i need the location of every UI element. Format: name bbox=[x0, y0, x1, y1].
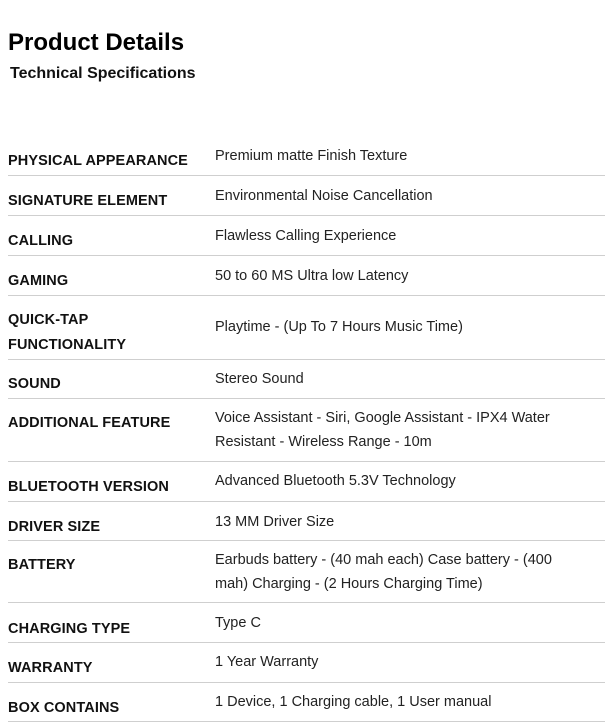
spec-label: SIGNATURE ELEMENT bbox=[8, 193, 168, 209]
spec-row-physical-appearance bbox=[8, 136, 605, 176]
spec-label: CALLING bbox=[8, 233, 74, 249]
spec-value: 1 Device, 1 Charging cable, 1 User manual bbox=[215, 694, 492, 710]
spec-label: GAMING bbox=[8, 273, 69, 289]
spec-value: Playtime - (Up To 7 Hours Music Time) bbox=[215, 319, 463, 335]
spec-row-gaming bbox=[8, 256, 605, 296]
spec-value: Flawless Calling Experience bbox=[215, 228, 397, 244]
spec-value: Earbuds battery - (40 mah each) Case battery - (400 mah) Charging - (2 Hours Charging Time) bbox=[215, 552, 552, 592]
spec-row-sound bbox=[8, 360, 605, 399]
spec-label: BATTERY bbox=[8, 557, 76, 573]
spec-label: SOUND bbox=[8, 376, 61, 392]
spec-table bbox=[8, 136, 605, 722]
spec-value: Type C bbox=[215, 615, 261, 631]
page-subtitle: Technical Specifications bbox=[10, 65, 196, 82]
spec-label: BOX CONTAINS bbox=[8, 700, 120, 716]
spec-row-quick-tap-functionality bbox=[8, 296, 605, 360]
spec-value: Advanced Bluetooth 5.3V Technology bbox=[215, 473, 456, 489]
spec-label: DRIVER SIZE bbox=[8, 519, 101, 535]
spec-row-driver-size bbox=[8, 502, 605, 541]
spec-value: Environmental Noise Cancellation bbox=[215, 188, 433, 204]
spec-value: 13 MM Driver Size bbox=[215, 514, 335, 530]
spec-label: CHARGING TYPE bbox=[8, 621, 131, 637]
spec-value: 1 Year Warranty bbox=[215, 654, 319, 670]
spec-label: BLUETOOTH VERSION bbox=[8, 479, 169, 495]
spec-label: QUICK-TAP FUNCTIONALITY bbox=[8, 312, 127, 353]
spec-row-warranty bbox=[8, 643, 605, 683]
spec-row-signature-element bbox=[8, 176, 605, 216]
page-title: Product Details bbox=[8, 29, 185, 56]
spec-label: WARRANTY bbox=[8, 660, 93, 676]
spec-value: Voice Assistant - Siri, Google Assistant - IPX4 Water Resistant - Wireless Range - 10m bbox=[215, 410, 550, 450]
spec-row-additional-feature bbox=[8, 399, 605, 462]
spec-value: Premium matte Finish Texture bbox=[215, 148, 408, 164]
spec-value: 50 to 60 MS Ultra low Latency bbox=[215, 268, 409, 284]
spec-row-bluetooth-version bbox=[8, 462, 605, 502]
spec-value: Stereo Sound bbox=[215, 371, 304, 387]
spec-row-charging-type bbox=[8, 603, 605, 643]
spec-label: PHYSICAL APPEARANCE bbox=[8, 153, 188, 169]
spec-row-battery bbox=[8, 541, 605, 603]
spec-row-box-contains bbox=[8, 683, 605, 722]
spec-row-calling bbox=[8, 216, 605, 256]
spec-label: ADDITIONAL FEATURE bbox=[8, 415, 171, 431]
